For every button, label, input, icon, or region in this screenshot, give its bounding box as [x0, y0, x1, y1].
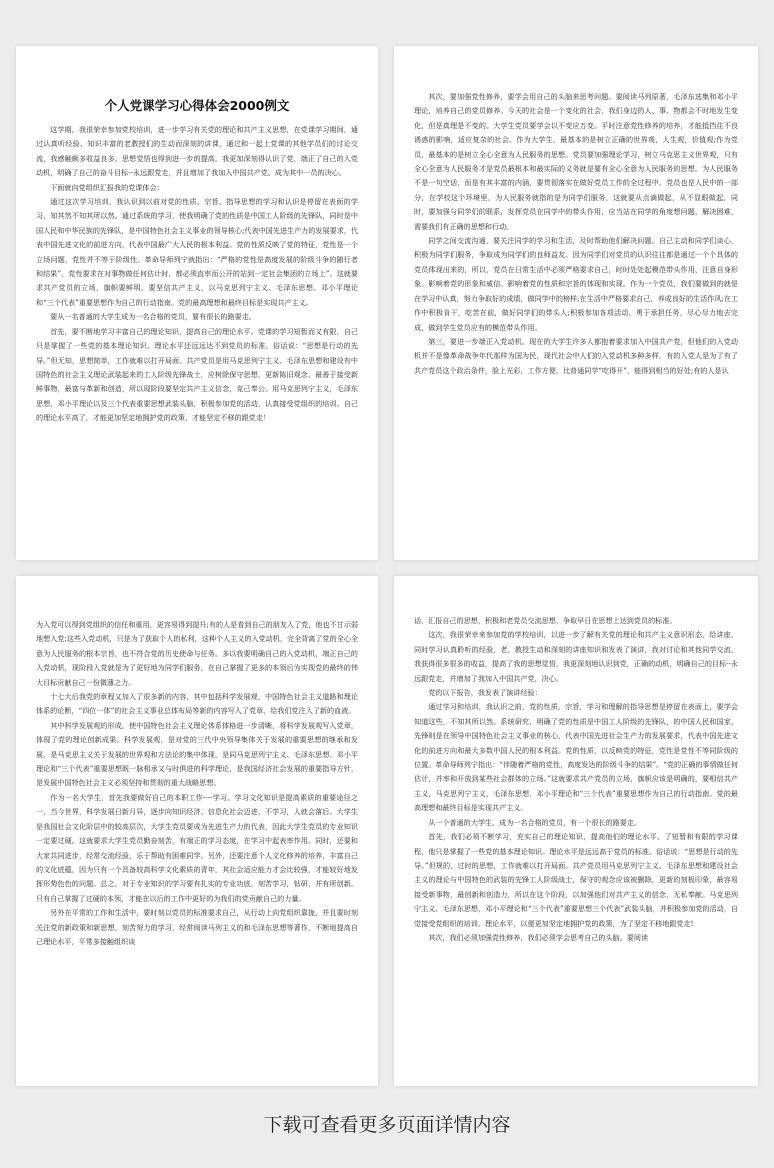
paragraph: 下面就向党组织汇报我的党课体会： — [50, 182, 164, 192]
paragraph: 首先，我们必须不断学习，充实自己的理论知识，提高他们的理论水平。了短暂和有限的学习课程，他只是掌握了一些党的基本理论知识。理论水平是远远高于党员的标准。俗话说：“思想是行动的先导。”但规的，过时的思想，工作就难以打开局面。共产党员用马克思列宁主义、毛泽东思想和建设社会主义的理论与中国特色的武装的先锋工人阶级战士，保守的观念应该被删除，更新的刻板印象，最容易接受新事物，最创新和创造力，所以在这个阶段，以加强他们对共产主义的信念，无私奉献。马克思列宁主义、毛泽东思想，邓小平理论和“三个代表”重要思想三个代表”武装头脑，并积极参加党的活动，自觉接受党组织的培训。理论水平，以便更加坚定地拥护党的政策，为了坚定不移地跟党走! — [414, 832, 738, 928]
document-page-3 — [16, 576, 378, 1086]
document-page-2 — [394, 46, 758, 560]
paragraph: 首先，要不断地学习丰富自己的理论知识，提高自己的理论水平。党课的学习短暂而又有限，自己只是掌握了一些党的基本理论知识。理论水平还远远达不到党员的标准。俗话说：“思想是行动的先导。”但无知，思想简单，工作就难以打开局面。共产党员是用马克思列宁主义、毛泽东思想和建设有中国特色的社会主义理论武装起来的工人阶级先锋战士，应树除保守思想，更新陈旧观念，最善于接受新鲜事物，最富与革新和创造，所以现阶段要坚定共产主义信念，克己奉公。用马克思列宁主义，毛泽东思想，邓小平理论以及三个代表重要思想武装头脑，积极参加党的活动，认真接受党组织的培训。自己的理论水平高了，才能更加坚定地拥护党的政策，才能坚定不移的跟党走！ — [36, 326, 358, 423]
paragraph: 作为一名大学生，首先我要做好自己的本职工作----学习。学习文化知识是提高素质的重要途径之一，当今世界，科学发展日新月异，逐步向知识经济、信息化社会迈进，不学习，人就会落后。大学生是我国社会文化阶层中的较高层次，大学生党员要成为先进生产力的代表，因此大学生党员的专业知识一定要过硬。这就要求大学生党员勤奋刻苦，有端正的学习态度，在学习中起表率作用。同时，还要和大家共同进步，经常交流经验，乐于帮助有困难同学。另外，还要注意个人文化修养的培养，丰富自己的文化底蕴，因为只有一个具备较高科学文化素质的青年，其社会适应能力才会比较强，才能较好地发挥形势色色的问题。总之，对于专业知识的学习要有扎实的专业功底，刻苦学习，钻研，并有所创新。只有自己掌握了过硬的本领，才能在以后的工作中更好的为我们的党贡献自己的力量。 — [36, 792, 358, 903]
paragraph: 第三，要进一步端正入党动机。现在的大学生许多人都抱着要求加入中国共产党，但他们的入党动机并不是像革命战争年代那样为国为民，现代社会中人们的入党动机多种多样，有的入党人是为了有了共产党员这个政治条件，脸上光彩，工作方便，比普通同学“吃得开”，能得到相当的好处;有的人是认 — [414, 336, 738, 375]
paragraph: 十七大后我党的章程又加入了很多新的内容，其中包括科学发展观，中国特色社会主义道路和理论体系的论断，“四位一体”的社会主义事业总体布局等新的内容写入了党章，给我们党注入了新的血液。 — [36, 692, 358, 716]
paragraph: 其次，要加强党性修养，要学会用自己的头脑来思考问题。要阅读马列原著，毛泽东选集和邓小平理论，培养自己的党员修养。今天的社会是一个变化的社会，我们身边的人、事、物都会不时地发生变化，但是真理是不变的。大学生党员要学会以不变应万变。平时注意党性修养的培养，才能抵挡住不良诱惑的影响，适应复杂的社会。作为大学生，最基本的是树立正确的世界观，人生观，价值观;作为党员，最基本的是树立全心全意为人民服务的思想。党员要加强理论学习，树立马克思主义世界观，只有全心全意为人民服务才是党员最根本和最实际的义务就是要有全心全意为人民服务的思想。为人民服务不是一句空话，而是有其丰富的内涵，要贯彻落实在做好党员工作的全过程中。党员也是人民中的一部分，在学校这个环境里，为人民服务就指的是为同学们服务，这就要从点滴做起，从不显眼做起，同时，要加强与同学们的联系，发挥党员在同学中的带头作用，应当站在同学的角度想问题，解决困难，需要我们有正确的思想和行动。 — [414, 92, 738, 231]
paragraph: 其中科学发展观的形成，使中国特色社会主义理论体系体格进一步清晰，将科学发展观写入党章，体现了党的理论创新成果。科学发展观，是对党的三代中央领导集体关于发展的重要思想的继承和发展，是马克思主义关于发展的世界观和方法论的集中体现，是同马克思列宁主义、毛泽东思想、邓小平理论和“三个代表”重要思想既一脉相承又与时俱进的科学理论，是我国经济社会发展的重要指导方针，是发展中国特色社会主义必须坚持和贯彻的重大战略思想。 — [36, 720, 358, 788]
paragraph: 党的以下报告，我发表了演讲经验： — [428, 688, 542, 698]
document-page-1 — [16, 46, 378, 560]
paragraph: 另外在平常的工作和生活中，要时刻以党员的标准要求自己，从行动上向党组织靠拢，并且要时刻关注党的新政策和新思想，刻苦努力的学习，经常阅读马列主义的和毛泽东思想等著作，不断地提高自己理论水平，平常多接触组织谈 — [36, 908, 358, 946]
paragraph: 同学之间交流沟通，要关注同学的学习和生活，及时帮助他们解决问题。自己主动和同学们谈心，积极为同学们服务，争取成为同学们的良师益友。因为同学们对党员的认识往往都是通过一个个具体的党员体现出来的，所以，党员在日常生活中必须严格要求自己，时时处处起模范带头作用，注意自身形象。影响着党的形象和威信。影响着党的性质和宗旨的体现和实现。作为一个党员，我们要做到的就是在学习中认真，努力争取好的成绩，做同学中的榜样;在生活中严格要求自己，养成良好的生活作风;在工作中积极肯干，吃苦在前，做好同学们的带头人;积极参加各项活动，勇于承担任务，尽心尽力地去完成，做到学生党员应有的模范带头作用。 — [414, 236, 738, 332]
paragraph: 通过这次学习培训，我认识到以前对党的性质、宗旨、指导思想的学习和认识是停留在表面的学习，知其然不知其所以然。通过系统的学习，使我明确了党的性质是中国工人阶级的先锋队，同时是中国人民和中华民族的先锋队，是中国特色社会主义事业的领导核心;代表中国先进生产力的发展要求，代表中国先进文化的前进方向，代表中国最广大人民的根本利益。党的性质反映了党的特征，党性是一个立场问题，党性并不等于阶级性。革命导师列宁就指出：“严格的党性是高度发展的阶级斗争的随行者和结果”。党性要求在对事物做任何估计时，都必须直率而公开的站到一定社会集团的立场上”。这就要求共产党员的立场，旗帜要鲜明，要坚信共产主义，以马克思列宁主义、毛泽东思想、邓小平理论和“三个代表”重要思想作为自己的行动指南。党的最高理想和最终目标是实现共产主义。 — [36, 197, 358, 307]
paragraph: 这次，我很荣幸来参加党的学校培训，以进一步了解有关党的理论和共产主义意识形态，给讲座，同时学习认真聆听的经验，老，教授生动和深刻的讲座知识和发表了演讲，我对讨论和其他同学交流，我获得很多很多的收益，提高了我的思想觉悟，我更深刻地认识到党，正确的动机，明确自己的目标--永远跟党走，并增加了我加入中国共产党，决心。 — [414, 630, 739, 683]
paragraph: 从一个普通的大学生，成为一名合格的党员，有一个很长的路要走。 — [428, 817, 641, 827]
document-title: 个人党课学习心得体会2000例文 — [104, 98, 290, 113]
download-more-link[interactable]: 下载可查看更多页面详情内容 — [263, 1114, 511, 1136]
paragraph: 通过学习和培训，我认识之前，党的性质，宗旨，学习和理解的指导思想是停留在表面上，要学会知道这些，不知其所以然。系统研究，明确了党的性质是中国工人阶级的先锋队，的中国人民和国家，先锋则是在领导中国特色社会主义事业的核心，代表中国先进社会生产力的发展要求，代表中国先进文化的前进方向和最大多数中国人民的根本利益。党的性质，以反映党的特征，党性是党性不等同阶级的位置。革命导师列宁指出：“伴随着严格的党性，高度发达的阶级斗争的结果”。“党的正确的事情做任何估计，并率和开放到某些社会群体的立场。”这就要求共产党员的立场，旗帜应该是明确的，要相信共产主义，马克思列宁主义，毛泽东思想，邓小平理论和“三个代表”重要思想作为自己的行动指南。党的最高理想和最终目标是实现共产主义。 — [414, 702, 738, 813]
paragraph: 这学期，我很荣幸参加党校培训，进一步学习有关党的理论和共产主义思想，在党课学习期间，通过认真听经验、知识丰富的老教授们的生动而深刻的讲课，通过和一起上党课的其他学员们的讨论交流，我感触颇多收益良多。思想觉悟也得到进一步的提高。我更加深刻得认识了党，端正了自己的入党动机，明确了自己的奋斗目标--永远跟党走，并且增加了我加入中国共产党、成为其中一员的决心。 — [36, 125, 358, 178]
paragraph: 话，汇报自己的思想，积极和老党员交流思想，争取早日在思想上达到党员的标准。 — [414, 616, 677, 625]
document-page-4 — [394, 576, 758, 1086]
paragraph: 要从一名普通的大学生成为一名合格的党员，要有很长的路要走。 — [50, 312, 256, 322]
paragraph: 其次，我们必须加强党性修养，我们必须学会思考自己的头脑。要阅读 — [428, 932, 649, 942]
paragraph: 为入党可以得到党组织的信任和重用，更容易得到提升;有的人是看到自己的朋友入了党，他也不甘示弱地想入党;这些入党动机，只是为了获取个人的私利，这种个人主义的入党动机，完全背离了党的全心全意为人民服务的根本宗旨，也不符合党的历史使命与任务。多以我要明确自己的入党动机，端正自己的入党动机，现阶段入党就是为了更好地为同学们服务，在自己掌握了更多的本领后为实现党的最终的伟大目标贡献自己一份微薄之力。 — [36, 620, 358, 687]
